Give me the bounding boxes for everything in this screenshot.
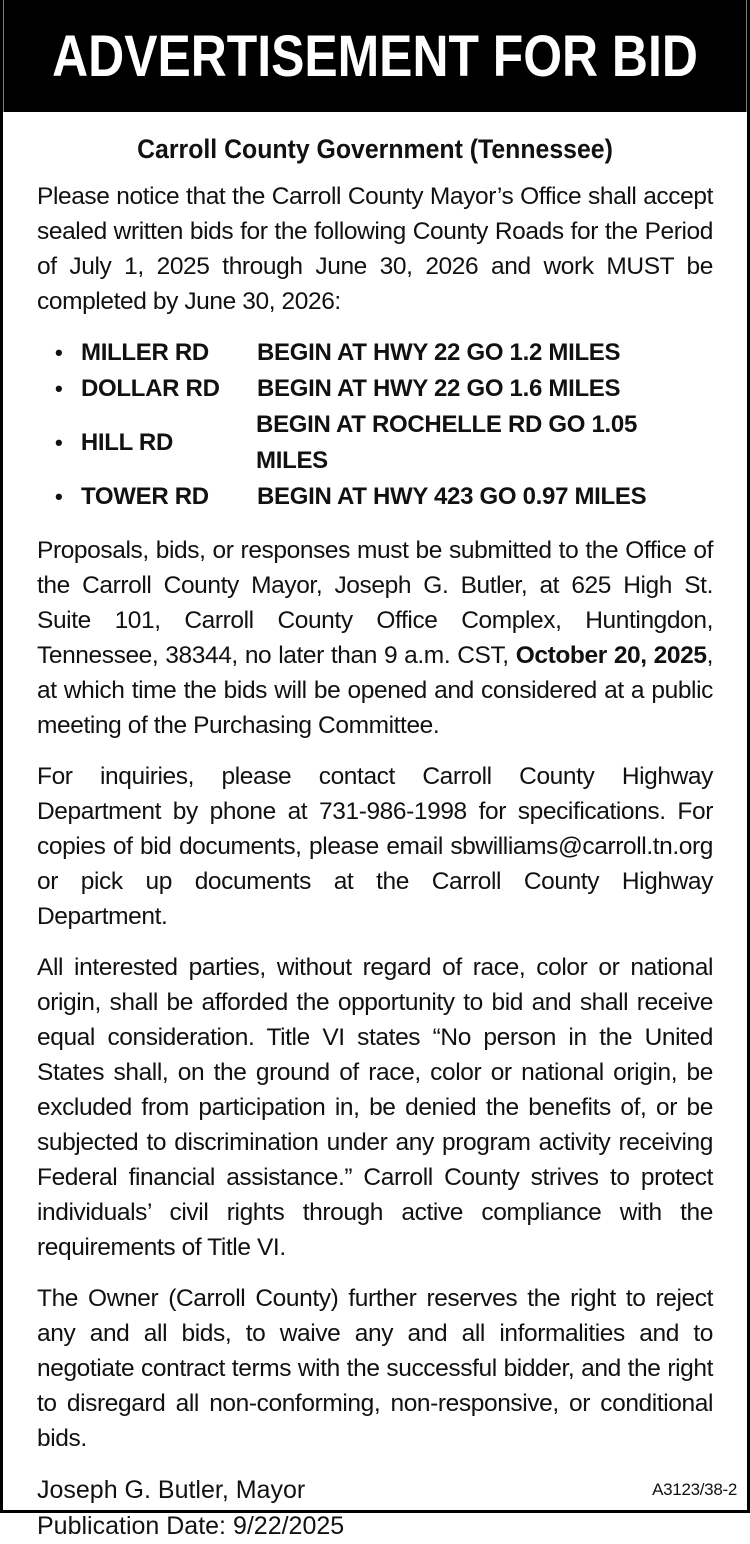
bullet-icon: •	[55, 340, 63, 365]
ad-code: A3123/38-2	[652, 1480, 737, 1499]
proposals-paragraph	[37, 533, 713, 743]
list-item	[55, 335, 713, 371]
proposals-text-end: , at which time the bids will be opened and considered at a public meeting of the Purchasing Committee.	[37, 642, 713, 739]
publication-date: Publication Date: 9/22/2025	[37, 1512, 345, 1540]
road-description: BEGIN AT HWY 22 GO 1.2 MILES	[257, 339, 621, 366]
banner-title: ADVERTISEMENT FOR BID	[3, 0, 746, 112]
owner-rights-paragraph: The Owner (Carroll County) further reserves the right to reject any and all bids, to waive any and all informalities and to negotiate contract terms with the successful bidder, and the right to disregard all non-conforming, non-responsive, or conditional bids.	[37, 1285, 713, 1452]
roads-list	[55, 335, 713, 515]
road-name: HILL RD	[80, 429, 173, 456]
bullet-icon: •	[55, 376, 63, 401]
bullet-icon: •	[55, 430, 63, 455]
road-description: BEGIN AT ROCHELLE RD GO 1.05 MILES	[256, 411, 638, 474]
list-item	[55, 407, 713, 479]
road-name: MILLER RD	[81, 339, 209, 366]
subtitle: Carroll County Government (Tennessee)	[137, 134, 613, 164]
signature-block	[37, 1472, 713, 1544]
road-description: BEGIN AT HWY 22 GO 1.6 MILES	[257, 375, 621, 402]
ad-content	[3, 112, 747, 1544]
road-name: DOLLAR RD	[81, 375, 220, 402]
intro-paragraph: Please notice that the Carroll County Mayor’s Office shall accept sealed written bids for the following County Roads for the Period of July 1, 2025 through June 30, 2026 and work MUST be completed by June 30, 2026:	[37, 183, 713, 315]
list-item	[55, 479, 713, 515]
signature-name: Joseph G. Butler, Mayor	[37, 1476, 306, 1504]
bullet-icon: •	[55, 484, 63, 509]
title-vi-paragraph: All interested parties, without regard of race, color or national origin, shall be afforded the opportunity to bid and shall receive equal consideration. Title VI states “No person in the United States shall, on the ground of race, color or national origin, be excluded from participation in, be denied the benefits of, or be subjected to discrimination under any program activity receiving Federal financial assistance.” Carroll County strives to protect individuals’ civil rights through active compliance with the requirements of Title VI.	[37, 954, 713, 1261]
road-name: TOWER RD	[81, 483, 209, 510]
road-description: BEGIN AT HWY 423 GO 0.97 MILES	[257, 483, 647, 510]
inquiries-paragraph: For inquiries, please contact Carroll County Highway Department by phone at 731-986-1998 for specifications. For copies of bid documents, please email sbwilliams@carroll.tn.org or pick up documents at the Carroll County Highway Department.	[37, 763, 713, 930]
list-item	[55, 371, 713, 407]
proposals-text: Proposals, bids, or responses must be submitted to the Office of the Carroll County Mayor, Joseph G. Butler, at 625 High St. Suite 101, Carroll County Office Complex, Huntingdon, Tennessee, 38344, no later than 9 a.m. CST,	[37, 537, 713, 669]
deadline-date: October 20, 2025	[515, 642, 707, 669]
